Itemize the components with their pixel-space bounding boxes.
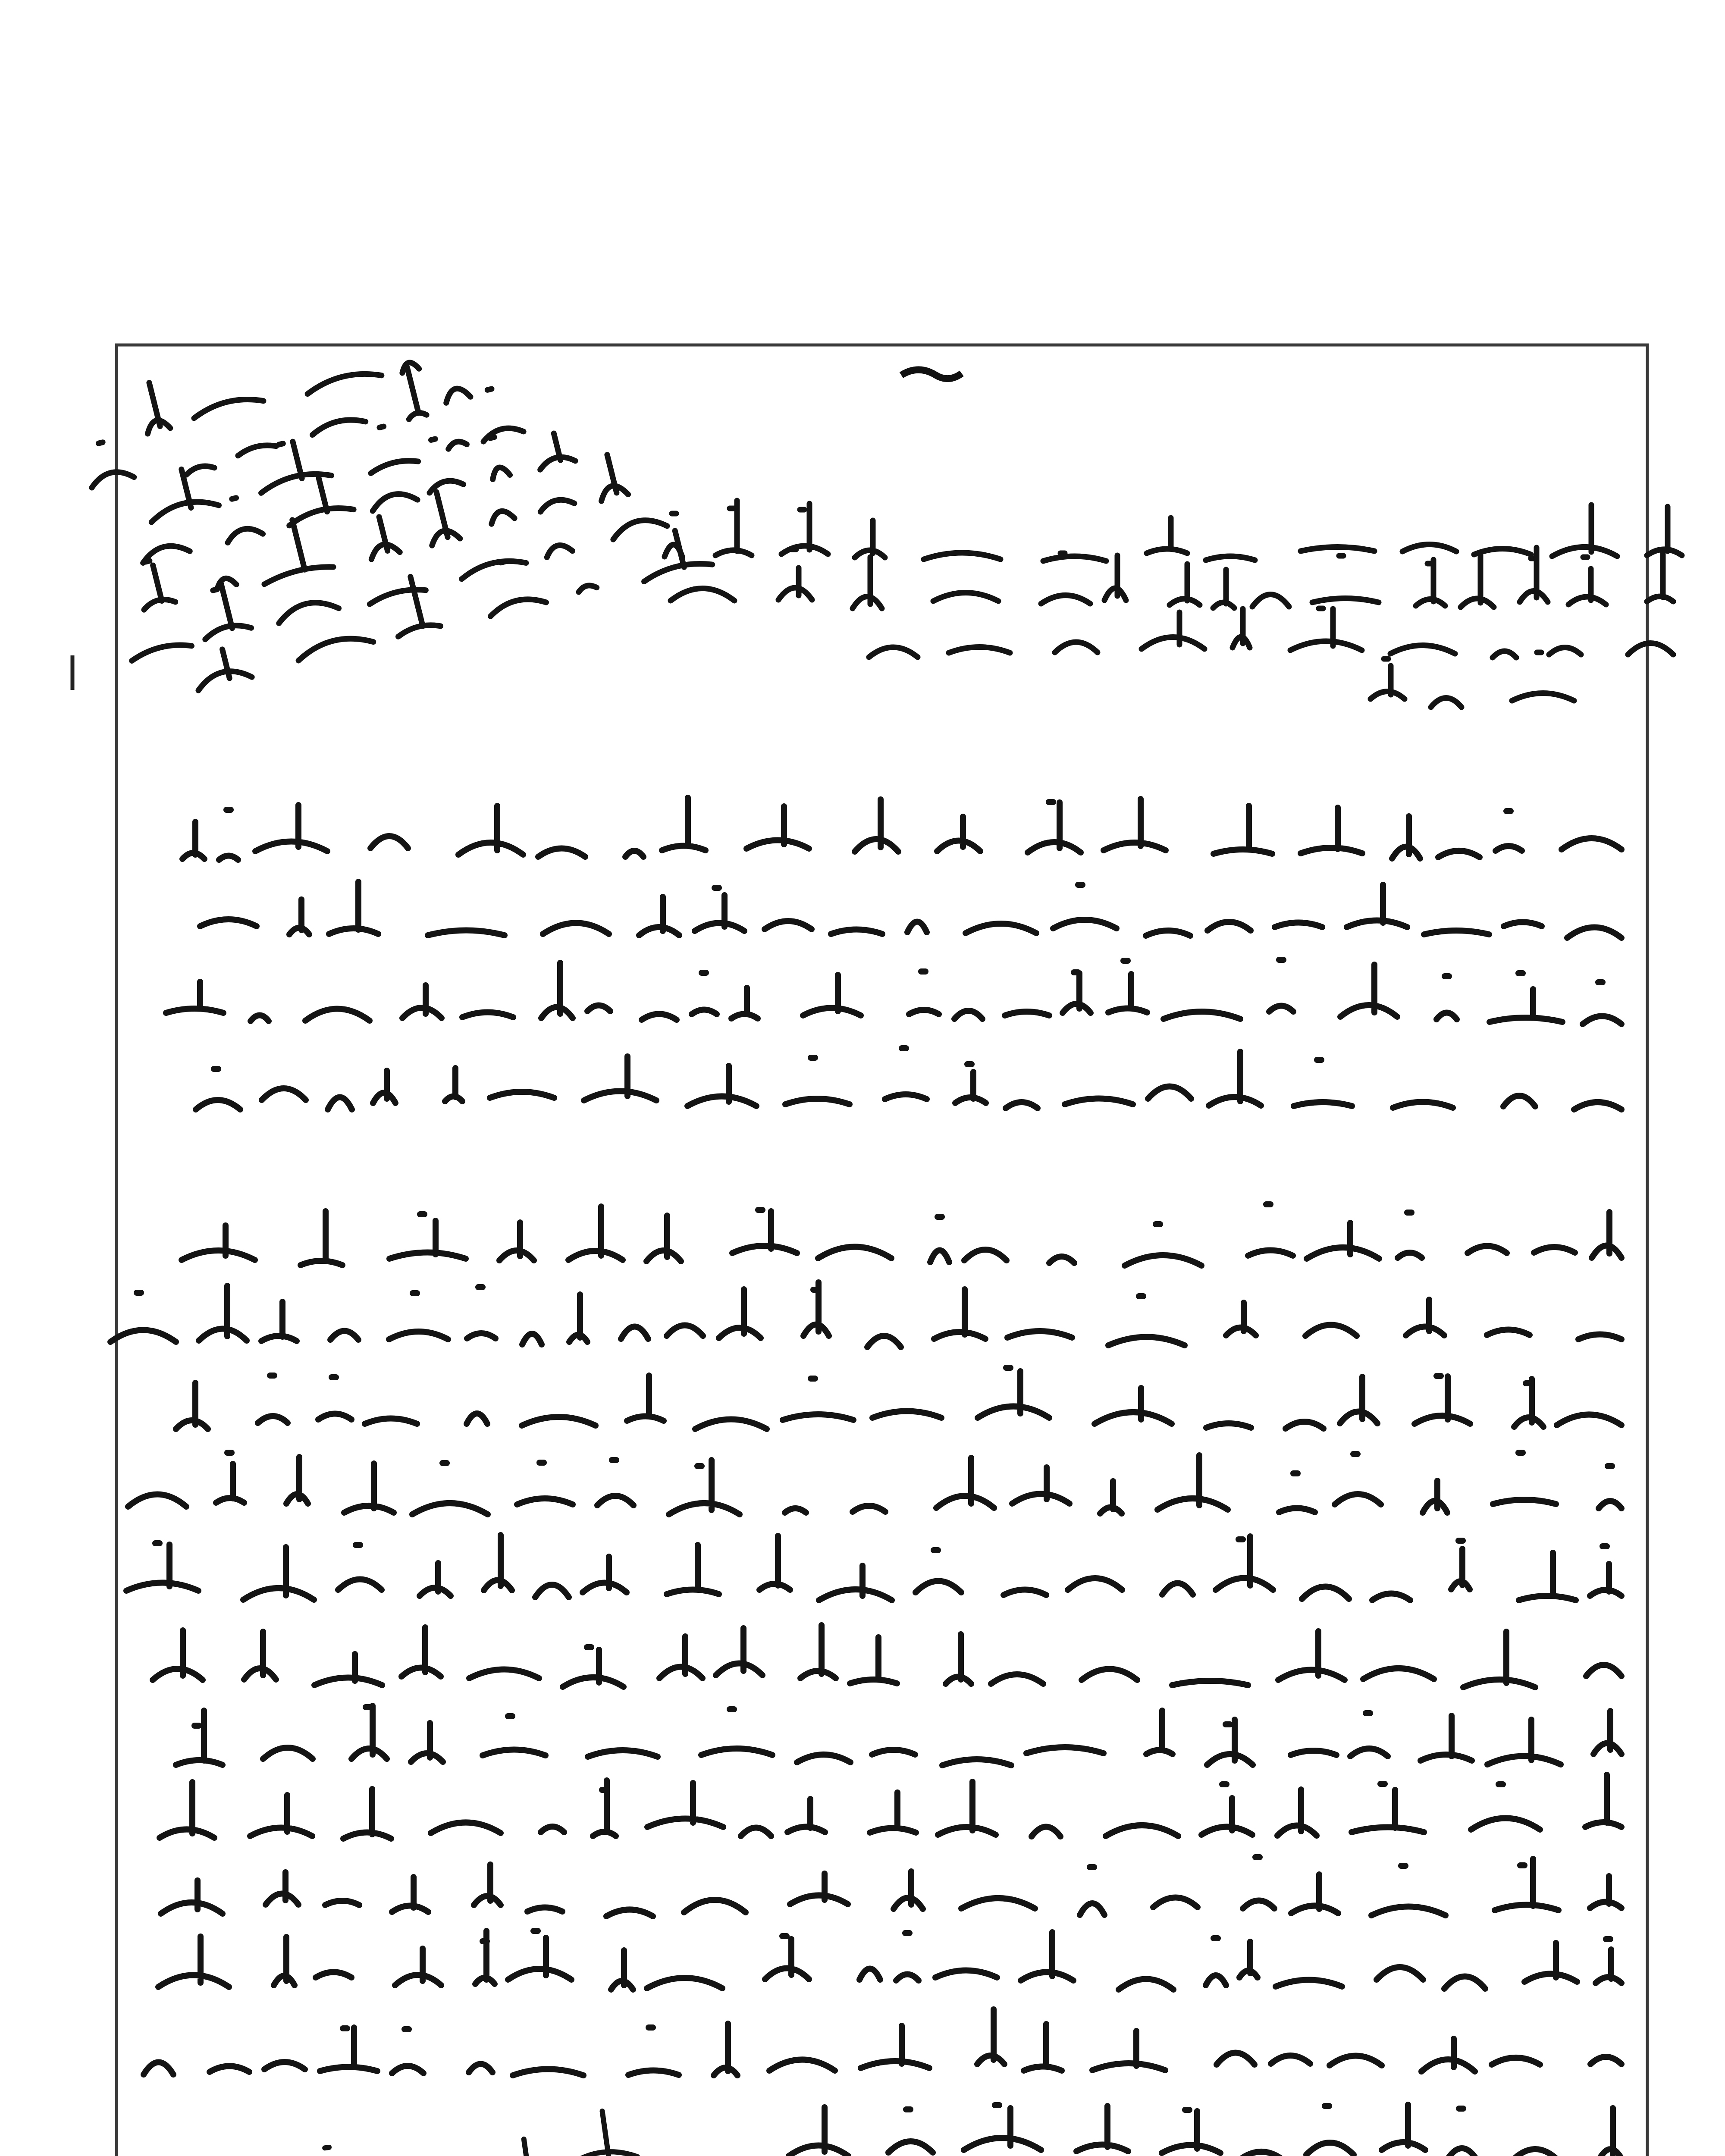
heading-lines: [665, 501, 1682, 707]
marginal-annotation: [68, 261, 712, 706]
text-line: [176, 1706, 1622, 1765]
text-line: [144, 2009, 1622, 2075]
text-line: [176, 1368, 1622, 1429]
text-line: [160, 1775, 1622, 1839]
text-line: [200, 882, 1622, 938]
text-line: [182, 798, 1622, 860]
text-line: [158, 1931, 1622, 1990]
text-line: [110, 1282, 1622, 1347]
text-line: [196, 1048, 1622, 1109]
marginal-line: [131, 407, 575, 568]
text-line: [126, 1535, 1622, 1600]
text-line: [128, 1453, 1622, 1514]
text-line: [161, 1857, 1622, 1916]
heading-line: [671, 548, 1673, 608]
text-line: [166, 960, 1622, 1024]
text-line: [789, 2105, 1622, 2156]
heading-line: [1371, 652, 1574, 707]
lower-note: [190, 2101, 694, 2156]
marginal-line: [82, 353, 472, 498]
marginal-line: [136, 319, 419, 436]
text-line: [153, 1625, 1622, 1687]
text-line: [182, 1204, 1622, 1266]
heading-line: [665, 501, 1682, 561]
body-text: [110, 798, 1622, 2156]
note-line: [241, 2105, 638, 2156]
heading-line: [869, 608, 1673, 658]
heading-ornament: [901, 370, 962, 379]
